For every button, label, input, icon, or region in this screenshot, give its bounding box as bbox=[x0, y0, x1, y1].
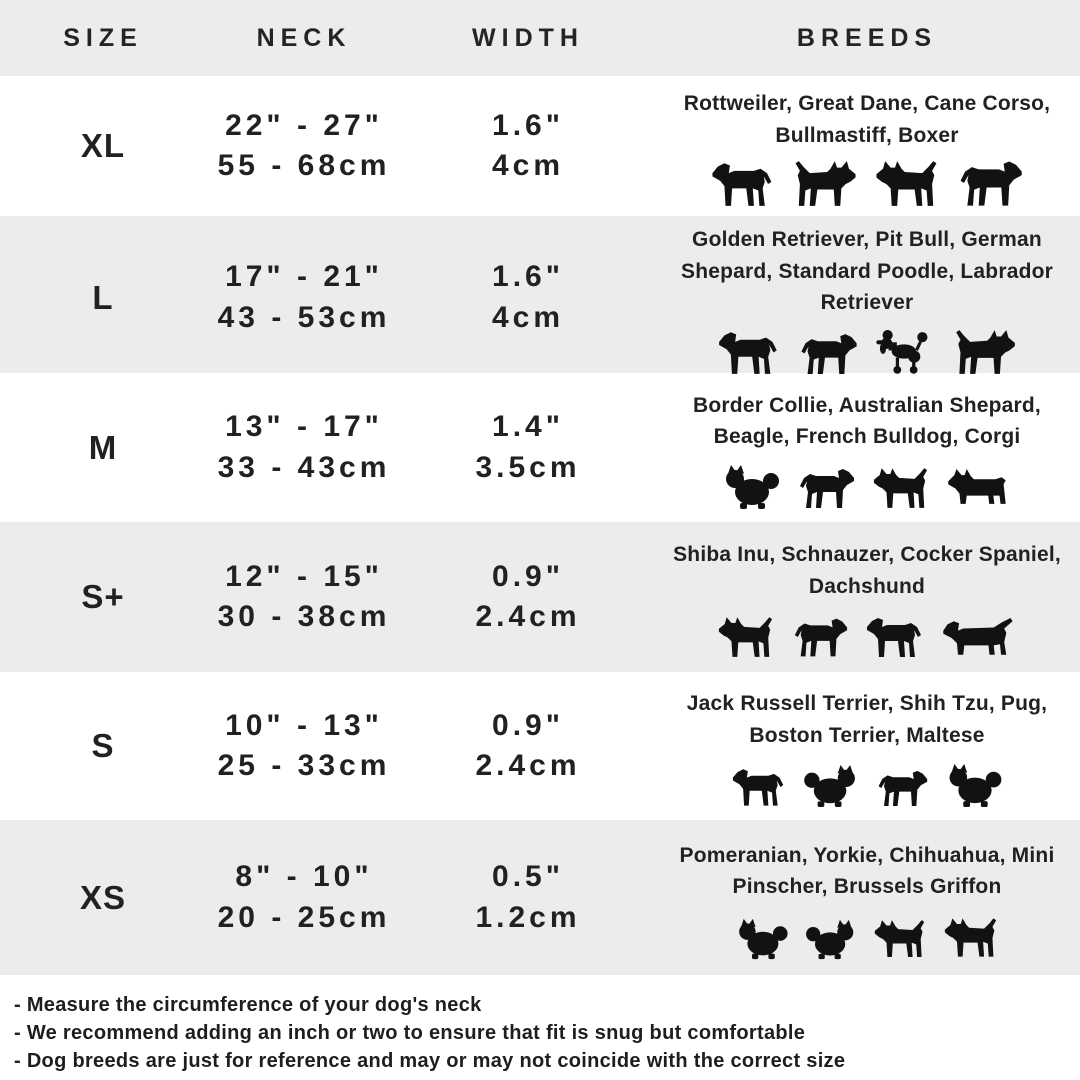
dog-icon-group bbox=[710, 156, 1024, 208]
size-row-m bbox=[0, 373, 1080, 522]
rottweiler-icon bbox=[710, 160, 776, 208]
width-measurement bbox=[402, 706, 654, 787]
note-measure: - Measure the circumference of your dog's neck bbox=[14, 994, 482, 1016]
neck-cm: 25 - 33cm bbox=[217, 749, 391, 782]
footnotes bbox=[0, 975, 1080, 1080]
dog-icon-group bbox=[735, 908, 999, 960]
neck-inches: 12" - 15" bbox=[225, 559, 383, 593]
size-value: S+ bbox=[81, 578, 125, 615]
table-header-row bbox=[0, 0, 1080, 76]
size-row-xs bbox=[0, 820, 1080, 975]
neck-inches: 13" - 17" bbox=[225, 410, 383, 443]
cane-corso-icon bbox=[874, 160, 940, 208]
width-cm: 1.2cm bbox=[475, 900, 581, 934]
cocker-spaniel-icon bbox=[865, 615, 925, 659]
breeds-cell bbox=[654, 216, 1080, 380]
width-measurement bbox=[402, 106, 654, 187]
width-measurement bbox=[402, 857, 654, 938]
breeds-list: Shiba Inu, Schnauzer, Cocker Spaniel, Dachshund bbox=[673, 543, 1061, 598]
width-inches: 1.6" bbox=[492, 108, 564, 142]
size-value: L bbox=[92, 278, 114, 316]
neck-cm: 20 - 25cm bbox=[217, 900, 391, 934]
german-shepard-icon bbox=[953, 329, 1017, 376]
width-inches: 0.9" bbox=[492, 708, 564, 742]
neck-inches: 8" - 10" bbox=[235, 860, 373, 893]
neck-measurement bbox=[206, 557, 402, 638]
width-measurement bbox=[402, 407, 654, 488]
neck-measurement bbox=[206, 106, 402, 187]
size-value: XS bbox=[79, 878, 127, 916]
width-inches: 1.6" bbox=[492, 260, 564, 294]
dog-icon-group bbox=[717, 324, 1017, 376]
width-cm: 2.4cm bbox=[475, 749, 581, 782]
dachshund-icon bbox=[941, 617, 1017, 659]
french-bulldog-icon bbox=[872, 467, 930, 510]
neck-cm: 30 - 38cm bbox=[217, 600, 391, 633]
dog-icon-group bbox=[717, 607, 1017, 659]
width-inches: 1.4" bbox=[492, 410, 564, 443]
neck-measurement bbox=[206, 407, 402, 488]
width-measurement bbox=[402, 557, 654, 638]
note-reference: - Dog breeds are just for reference and may or may not coincide with the correct size bbox=[14, 1050, 846, 1072]
breeds-cell bbox=[654, 373, 1080, 522]
neck-cm: 43 - 53cm bbox=[217, 300, 391, 334]
width-inches: 0.9" bbox=[492, 559, 564, 593]
dog-icon-group bbox=[731, 756, 1003, 808]
width-cm: 4cm bbox=[491, 300, 565, 334]
size-value: S bbox=[91, 727, 115, 764]
size-value: M bbox=[88, 428, 118, 466]
neck-measurement bbox=[206, 257, 402, 338]
chihuahua-icon bbox=[873, 918, 927, 960]
yorkie-icon bbox=[805, 919, 857, 960]
header-breeds: BREEDS bbox=[796, 23, 938, 52]
dog-icon-group bbox=[722, 458, 1012, 510]
breeds-cell bbox=[654, 522, 1080, 672]
breeds-list: Rottweiler, Great Dane, Cane Corso, Bullmastiff, Boxer bbox=[683, 92, 1051, 147]
labrador-retriever-icon bbox=[797, 331, 859, 376]
width-cm: 4cm bbox=[491, 149, 565, 182]
size-row-s-plus bbox=[0, 522, 1080, 672]
shiba-inu-icon bbox=[717, 616, 775, 659]
neck-inches: 22" - 27" bbox=[225, 108, 383, 142]
width-cm: 2.4cm bbox=[475, 600, 581, 633]
header-width: WIDTH bbox=[472, 23, 584, 52]
size-row-l bbox=[0, 216, 1080, 373]
header-neck: NECK bbox=[256, 23, 352, 52]
corgi-icon bbox=[946, 469, 1012, 510]
breeds-cell bbox=[654, 76, 1080, 216]
breeds-cell bbox=[654, 672, 1080, 820]
breeds-cell bbox=[654, 820, 1080, 975]
breeds-list: Pomeranian, Yorkie, Chihuahua, Mini Pinscher, Brussels Griffon bbox=[679, 843, 1055, 898]
golden-retriever-icon bbox=[717, 329, 781, 376]
neck-measurement bbox=[206, 706, 402, 787]
size-value: XL bbox=[80, 127, 126, 164]
width-inches: 0.5" bbox=[492, 860, 564, 893]
breeds-list: Jack Russell Terrier, Shih Tzu, Pug, Boston Terrier, Maltese bbox=[686, 692, 1048, 747]
border-collie-icon bbox=[722, 464, 780, 510]
schnauzer-icon bbox=[791, 615, 849, 659]
width-cm: 3.5cm bbox=[475, 450, 581, 484]
breeds-list: Border Collie, Australian Shepard, Beagle, French Bulldog, Corgi bbox=[693, 393, 1041, 448]
great-dane-icon bbox=[792, 160, 858, 208]
neck-measurement bbox=[206, 857, 402, 938]
bullmastiff-icon bbox=[956, 158, 1024, 208]
neck-cm: 55 - 68cm bbox=[217, 149, 391, 182]
jack-russell-terrier-icon bbox=[731, 766, 787, 808]
size-row-s bbox=[0, 672, 1080, 820]
breeds-list: Golden Retriever, Pit Bull, German Shepard, Standard Poodle, Labrador Retriever bbox=[680, 228, 1054, 314]
size-row-xl bbox=[0, 76, 1080, 216]
beagle-icon bbox=[796, 466, 856, 510]
note-recommend: - We recommend adding an inch or two to ensure that fit is snug but comfortable bbox=[14, 1022, 806, 1044]
pomeranian-icon bbox=[735, 918, 789, 960]
mini-pinscher-icon bbox=[943, 916, 999, 960]
pug-icon bbox=[875, 768, 929, 808]
width-measurement bbox=[402, 257, 654, 338]
header-size: SIZE bbox=[63, 23, 143, 52]
neck-inches: 17" - 21" bbox=[225, 260, 383, 294]
shih-tzu-icon bbox=[803, 764, 859, 808]
maltese-icon bbox=[945, 763, 1003, 808]
standard-poodle-icon bbox=[875, 329, 937, 376]
neck-inches: 10" - 13" bbox=[225, 708, 383, 742]
neck-cm: 33 - 43cm bbox=[217, 450, 391, 484]
